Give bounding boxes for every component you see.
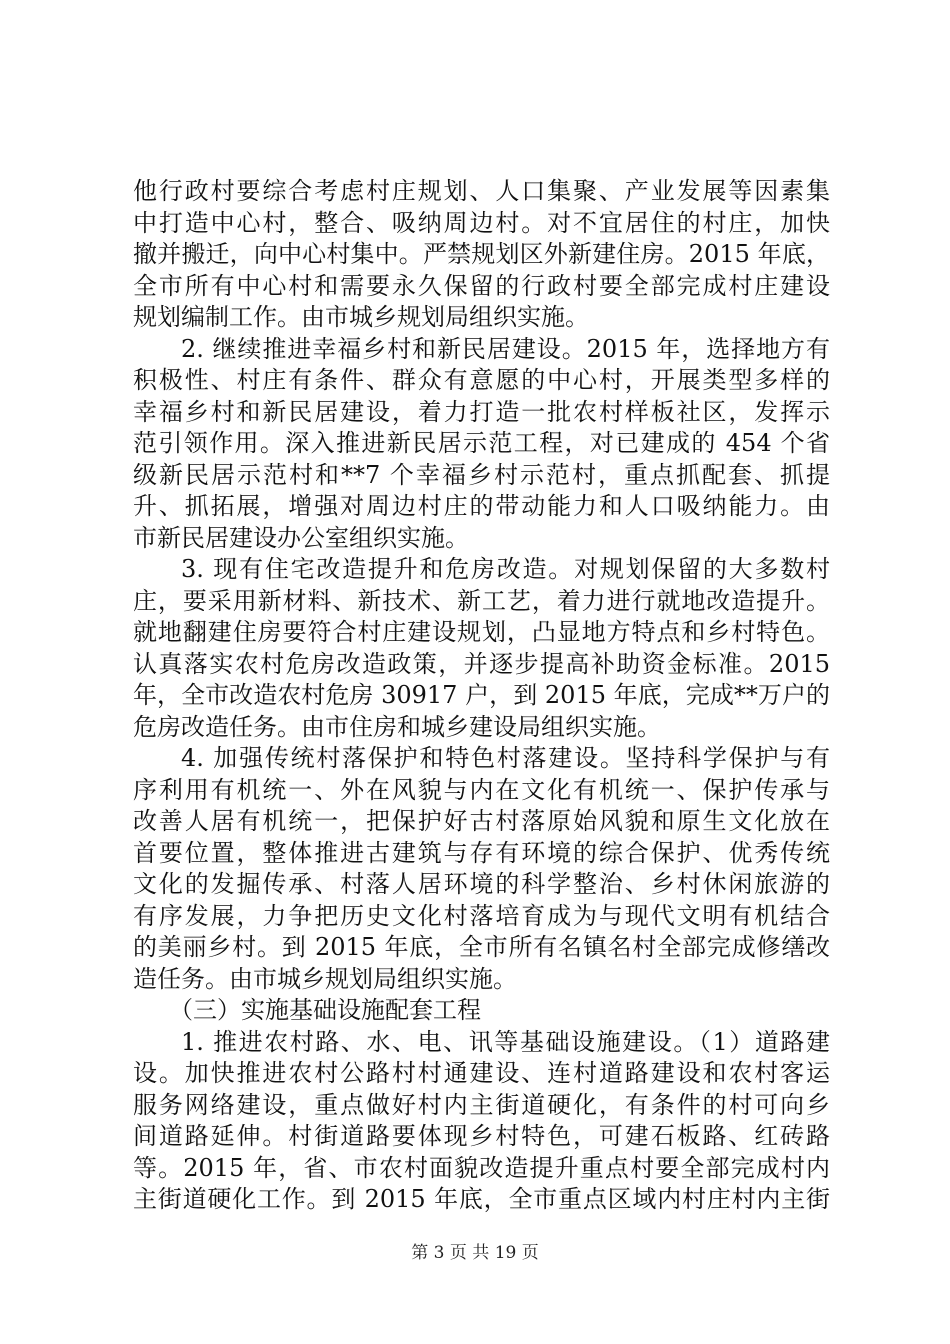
text-line: 庄，要采用新材料、新技术、新工艺，着力进行就地改造提升。 — [133, 586, 830, 615]
text-line: 设。加快推进农村公路村村通建设、连村道路建设和农村客运 — [133, 1059, 830, 1087]
text-line: 年，全市改造农村危房 30917 户，到 2015 年底，完成**万户的 — [133, 681, 830, 709]
page-number-label: 第 3 页 共 19 页 — [411, 1243, 539, 1263]
text-line: 主街道硬化工作。到 2015 年底，全市重点区域内村庄村内主街 — [133, 1185, 830, 1213]
text-line: 改善人居有机统一，把保护好古村落原始风貌和原生文化放在 — [133, 807, 830, 835]
text-line: 认真落实农村危房改造政策，并逐步提高补助资金标准。2015 — [133, 649, 830, 678]
text-line: 文化的发掘传承、村落人居环境的科学整治、乡村休闲旅游的 — [133, 870, 830, 898]
text-line: 的美丽乡村。到 2015 年底，全市所有名镇名村全部完成修缮改 — [133, 933, 830, 961]
text-line: 危房改造任务。由市住房和城乡建设局组织实施。 — [133, 712, 661, 741]
text-line: 就地翻建住房要符合村庄建设规划，凸显地方特点和乡村特色。 — [133, 618, 830, 646]
text-line: 升、抓拓展，增强对周边村庄的带动能力和人口吸纳能力。由 — [133, 492, 830, 520]
text-line: 范引领作用。深入推进新民居示范工程，对已建成的 454 个省 — [133, 429, 830, 457]
page-footer — [0, 1242, 950, 1264]
text-line: 中打造中心村，整合、吸纳周边村。对不宜居住的村庄，加快 — [133, 208, 830, 237]
paragraph-start-line: 1. 推进农村路、水、电、讯等基础设施建设。（1）道路建 — [181, 1027, 830, 1056]
text-line: 间道路延伸。村街道路要体现乡村特色，可建石板路、红砖路 — [133, 1122, 830, 1150]
text-line: 全市所有中心村和需要永久保留的行政村要全部完成村庄建设 — [133, 271, 830, 300]
paragraph-start-line: 2. 继续推进幸福乡村和新民居建设。2015 年，选择地方有 — [181, 334, 830, 363]
body-text — [133, 176, 830, 1216]
text-line: 积极性、村庄有条件、群众有意愿的中心村，开展类型多样的 — [133, 366, 830, 394]
text-line: 市新民居建设办公室组织实施。 — [133, 523, 469, 552]
text-line: 首要位置，整体推进古建筑与存有环境的综合保护、优秀传统 — [133, 838, 830, 867]
paragraph-start-line: 4. 加强传统村落保护和特色村落建设。坚持科学保护与有 — [181, 744, 830, 772]
text-line: 撤并搬迁，向中心村集中。严禁规划区外新建住房。2015 年底， — [133, 240, 830, 268]
text-line: 造任务。由市城乡规划局组织实施。 — [133, 964, 517, 993]
text-line: 规划编制工作。由市城乡规划局组织实施。 — [133, 303, 589, 331]
section-heading: （三）实施基础设施配套工程 — [169, 996, 481, 1024]
text-line: 有序发展，力争把历史文化村落培育成为与现代文明有机结合 — [133, 901, 830, 930]
paragraph-start-line: 3. 现有住宅改造提升和危房改造。对规划保留的大多数村 — [181, 555, 830, 583]
text-line: 服务网络建设，重点做好村内主街道硬化，有条件的村可向乡 — [133, 1090, 830, 1119]
text-line: 等。2015 年，省、市农村面貌改造提升重点村要全部完成村内 — [133, 1153, 830, 1182]
text-line: 级新民居示范村和**7 个幸福乡村示范村，重点抓配套、抓提 — [133, 460, 830, 489]
text-line: 他行政村要综合考虑村庄规划、人口集聚、产业发展等因素集 — [133, 177, 830, 205]
text-line: 序利用有机统一、外在风貌与内在文化有机统一、保护传承与 — [133, 775, 830, 804]
text-line: 幸福乡村和新民居建设，着力打造一批农村样板社区，发挥示 — [133, 397, 830, 426]
